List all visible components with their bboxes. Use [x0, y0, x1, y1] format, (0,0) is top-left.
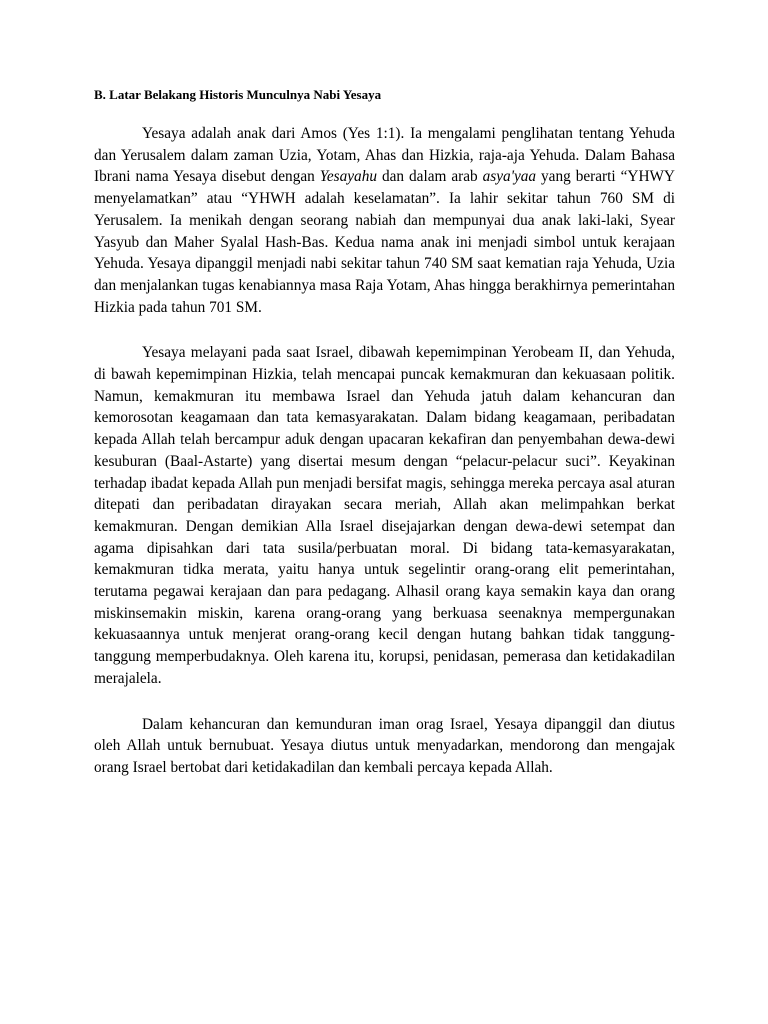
- section-heading: B. Latar Belakang Historis Munculnya Nabi Yesaya: [94, 87, 382, 102]
- paragraph-1-text-b: dan dalam arab: [377, 168, 483, 186]
- paragraph-1: [94, 123, 675, 318]
- document-body: [94, 86, 675, 779]
- paragraph-1-italic-asyayaa: asya'yaa: [482, 168, 537, 186]
- paragraph-2: Yesaya melayani pada saat Israel, dibawah kepemimpinan Yerobeam II, dan Yehuda, di bawah kepemimpinan Hizkia, telah mencapai puncak kemakmuran dan kekuasaan politik. Namun, kemakmuran itu membawa Israel dan Yehuda jatuh dalam kehancuran dan kemorosotan keagamaan dan tata kemasyarakatan. Dalam bidang keagamaan, peribadatan kepada Allah telah bercampur aduk dengan upacaran kekafiran dan penyembahan dewa-dewi kesuburan (Baal-Astarte) yang disertai mesum dengan “pelacur-pelacur suci”. Keyakinan terhadap ibadat kepada Allah pun menjadi bersifat magis, sehingga mereka percaya asal aturan ditepati dan peribadatan dirayakan secara meriah, Allah akan melimpahkan berkat kemakmuran. Dengan demikian Alla Israel disejajarkan dengan dewa-dewi setempat dan agama dipisahkan dari tata susila/perbuatan moral. Di bidang tata-kemasyarakatan, kemakmuran tidka merata, yaitu hanya untuk segelintir orang-orang elit pemerintahan, terutama pegawai kerajaan dan para pedagang. Alhasil orang kaya semakin kaya dan orang miskinsemakin miskin, karena orang-orang yang berkuasa seenaknya mempergunakan kekuasaannya untuk menjerat orang-orang kecil dengan hutang bahkan tidak tanggung-tanggung memperbudaknya. Oleh karena itu, korupsi, penidasan, pemerasa dan ketidakadilan merajalela.: [94, 344, 675, 687]
- paragraph-1-italic-yesayahu: Yesayahu: [319, 168, 377, 186]
- paragraph-3: Dalam kehancuran dan kemunduran iman orag Israel, Yesaya dipanggil dan diutus oleh Allah untuk bernubuat. Yesaya diutus untuk menyadarkan, mendorong dan mengajak orang Israel bertobat dari ketidakadilan dan kembali percaya kepada Allah.: [94, 715, 675, 776]
- paragraph-1-text-a: Yesaya adalah anak dari Amos (Yes 1:1). Ia mengalami penglihatan tentang Yehuda dan Yerusalem dalam zaman Uzia, Yotam, Ahas dan Hizkia, raja-aja Yehuda. Dalam Bahasa Ibrani nama Yesaya disebut dengan: [94, 125, 675, 186]
- paragraph-1-text-c: yang berarti “YHWY menyelamatkan” atau “YHWH adalah keselamatan”. Ia lahir sekitar tahun 760 SM di Yerusalem. Ia menikah dengan seorang nabiah dan mempunyai dua anak laki-laki, Syear Yasyub dan Maher Syalal Hash-Bas. Kedua nama anak ini menjadi simbol untuk kerajaan Yehuda. Yesaya dipanggil menjadi nabi sekitar tahun 740 SM saat kematian raja Yehuda, Uzia dan menjalankan tugas kenabiannya masa Raja Yotam, Ahas hingga berakhirnya pemerintahan Hizkia pada tahun 701 SM.: [94, 168, 675, 316]
